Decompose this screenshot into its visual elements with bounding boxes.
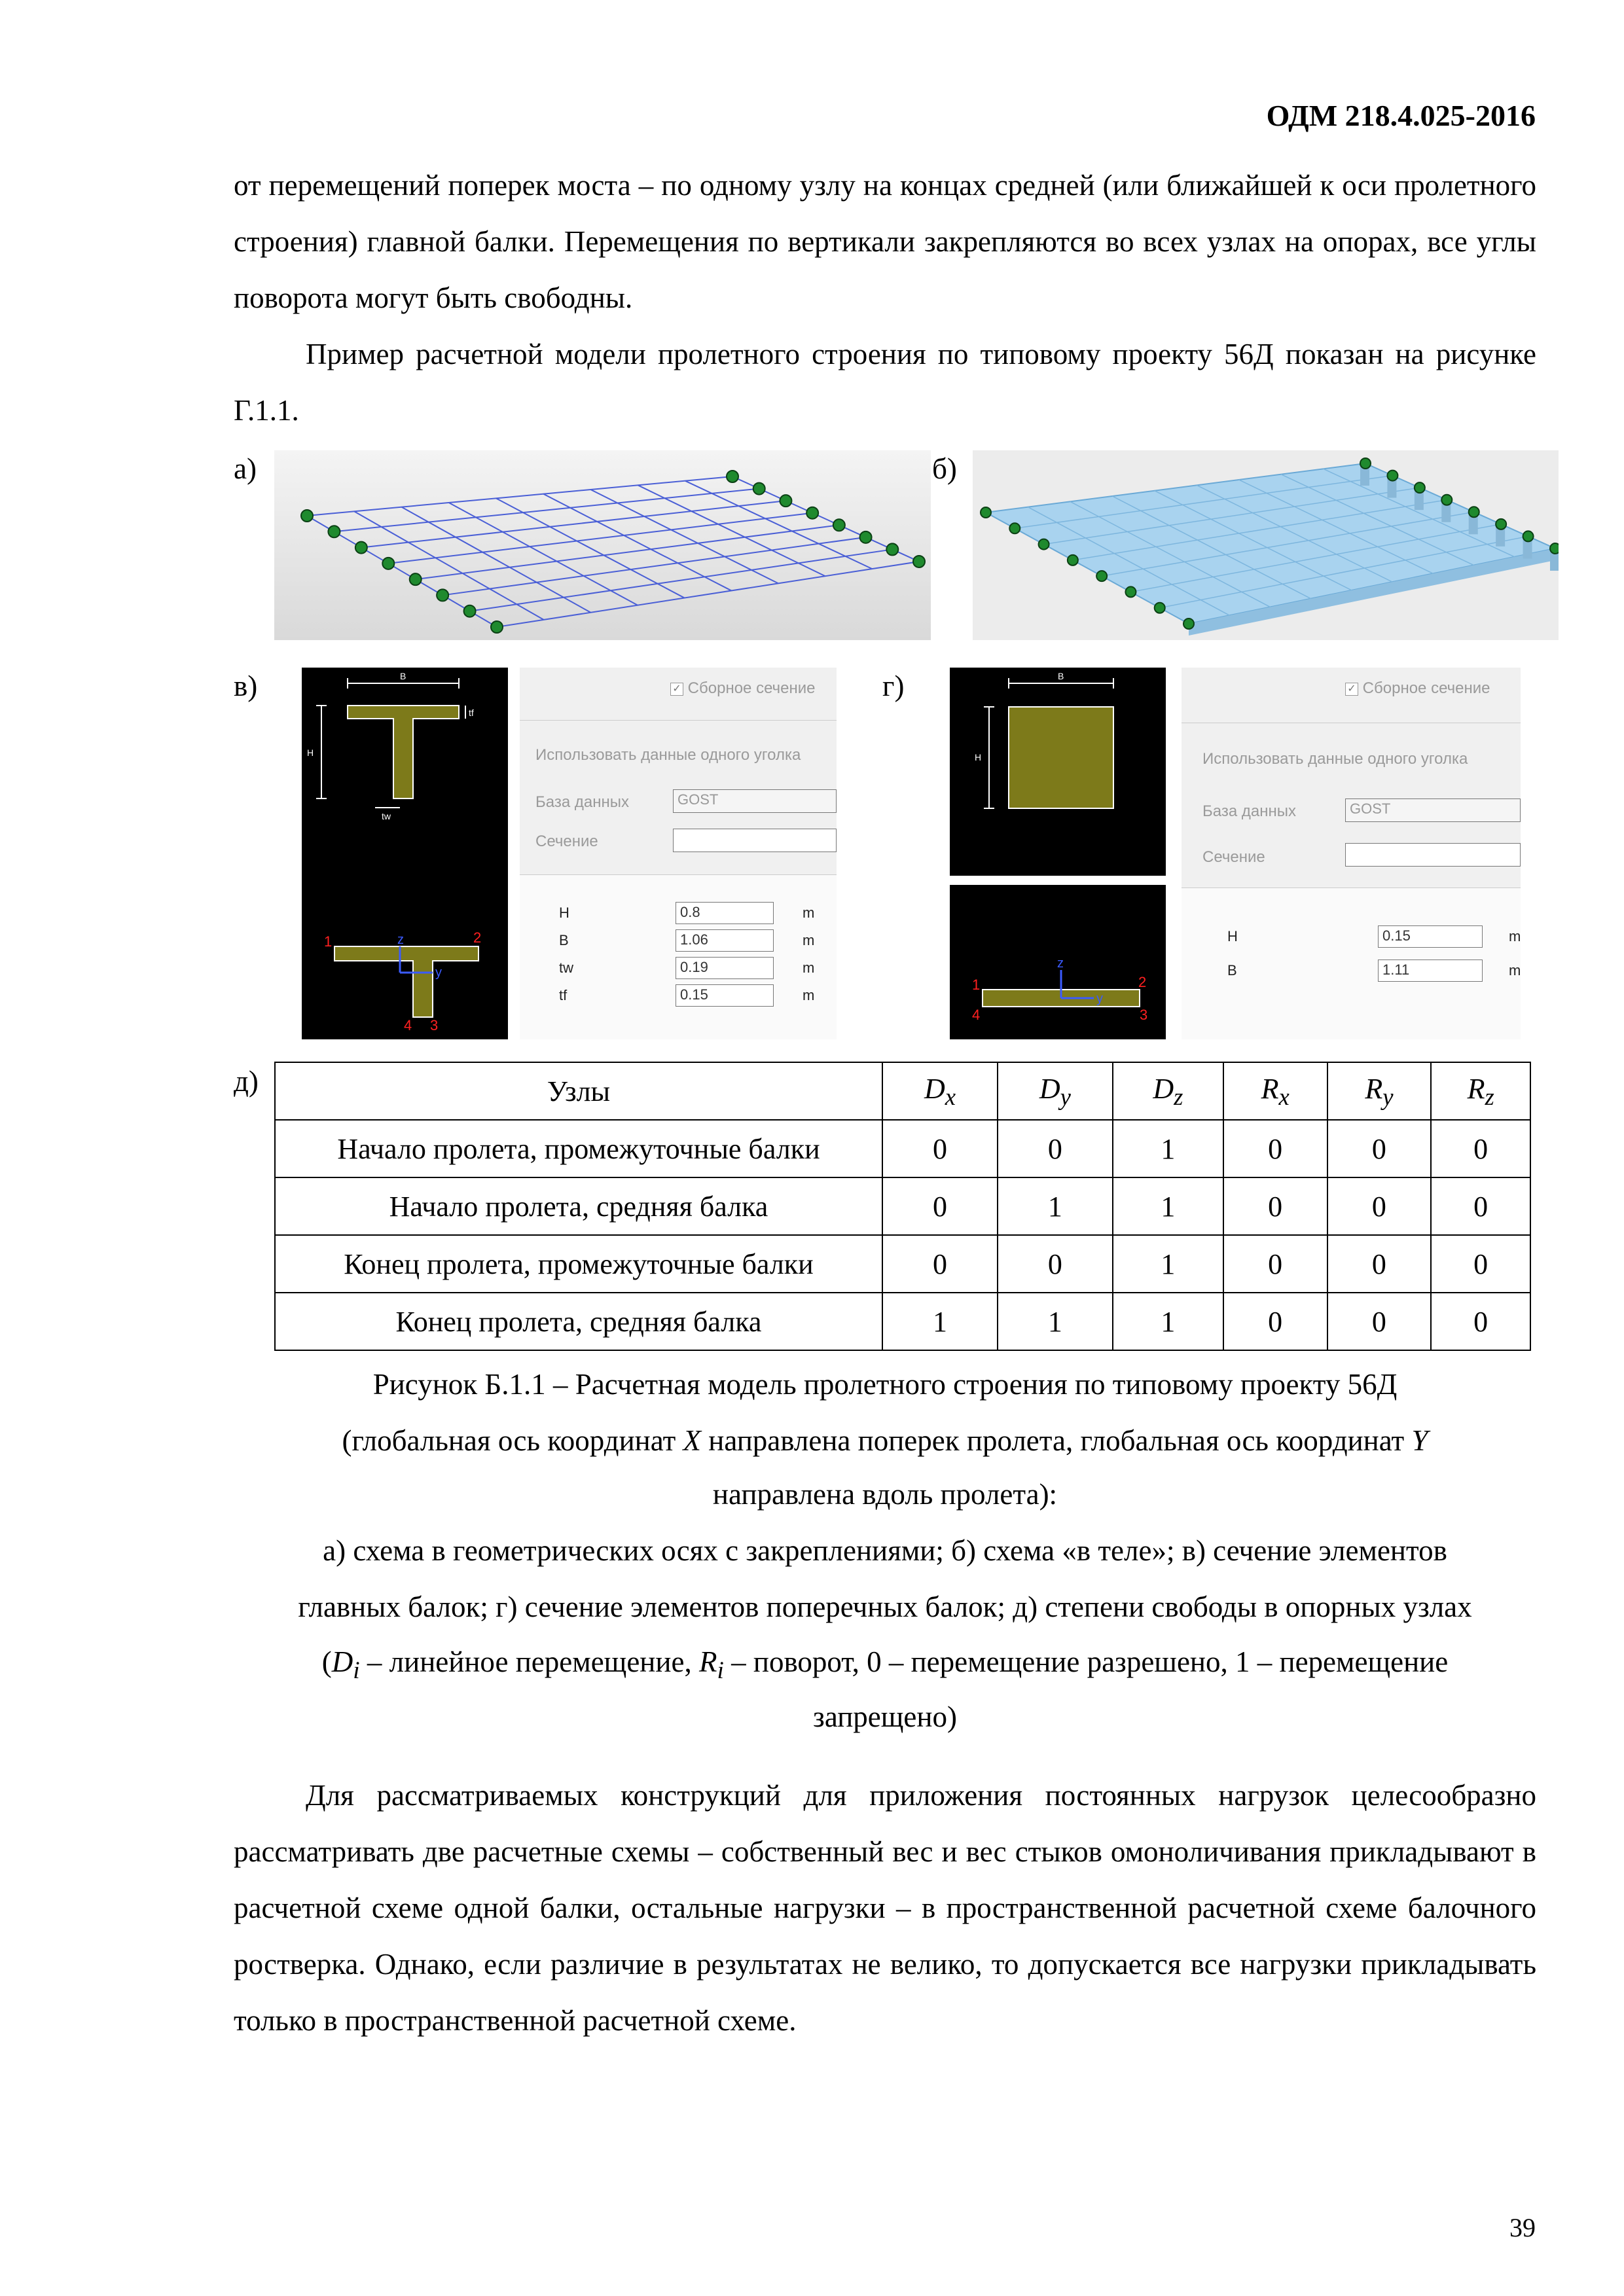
- param-unit: m: [1509, 962, 1521, 978]
- dof-cell: 1: [882, 1293, 998, 1350]
- param-value-field[interactable]: 0.19: [676, 957, 774, 979]
- param-unit: m: [1509, 928, 1521, 944]
- paragraph-3: Для рассматриваемых конструкций для приложения постоянных нагрузок целесообразно рассматривать две расчетные схемы – собственный вес и вес стыков омоноличивания прикладывают в расчетной схеме одной балки, остальные нагрузки – в пространственной расчетной схеме балочного ростверка. Однако, если различие в результатах не велико, то допускается все нагрузки прикладывать только в пространственной расчетной схеме.: [234, 1779, 1536, 2037]
- row-node-label: Начало пролета, средняя балка: [275, 1177, 882, 1235]
- dof-cell: 0: [1223, 1120, 1327, 1177]
- checkbox-label: Сборное сечение: [687, 679, 816, 697]
- param-value-field[interactable]: 0.8: [676, 902, 774, 924]
- support-node-icon: [1125, 586, 1136, 597]
- row-node-label: Начало пролета, промежуточные балки: [275, 1120, 882, 1177]
- dof-cell: 0: [1223, 1235, 1327, 1293]
- page-number: 39: [1509, 2213, 1536, 2242]
- support-node-icon: [1523, 531, 1534, 541]
- dof-cell: 0: [882, 1120, 998, 1177]
- figure-b-solid-model: [973, 450, 1559, 640]
- dof-cell: 0: [1431, 1120, 1530, 1177]
- param-name: H: [559, 905, 569, 921]
- row-node-label: Конец пролета, промежуточные балки: [275, 1235, 882, 1293]
- rect-point-4-label: 4: [972, 1007, 981, 1023]
- support-node-icon: [491, 621, 503, 633]
- table-row: [275, 1120, 1530, 1177]
- dof-cell: 0: [882, 1177, 998, 1235]
- rect-section-field[interactable]: [1345, 843, 1521, 867]
- rect-use-data-label: Использовать данные одного уголка: [1202, 750, 1468, 768]
- support-node-icon: [1096, 571, 1107, 581]
- dof-cell: 0: [1327, 1235, 1432, 1293]
- support-node-icon: [1441, 495, 1452, 505]
- dof-cell: 1: [1113, 1177, 1223, 1235]
- axis-z-label: z: [397, 933, 404, 947]
- document-code: ОДМ 218.4.025-2016: [1266, 99, 1536, 132]
- param-unit: m: [803, 905, 815, 921]
- support-node-icon: [328, 526, 340, 537]
- support-node-icon: [981, 507, 991, 518]
- table-header-row: [275, 1062, 1530, 1120]
- section-field[interactable]: [673, 829, 837, 852]
- rect-section-axis-view: [950, 885, 1166, 1039]
- dim-h-label: H: [307, 747, 314, 758]
- param-value-field[interactable]: 1.11: [1378, 960, 1483, 982]
- caption-line-2: (глобальная ось координат X направлена поперек пролета, глобальная ось координат Y: [342, 1424, 1428, 1457]
- caption-line-7: запрещено): [813, 1700, 957, 1733]
- support-node-icon: [727, 471, 738, 482]
- dof-cell: 1: [1113, 1293, 1223, 1350]
- param-name: tf: [559, 987, 568, 1003]
- param-unit: m: [803, 987, 815, 1003]
- dof-cell: 0: [998, 1120, 1113, 1177]
- grid-wireframe-svg: [274, 450, 931, 640]
- dof-cell: 0: [1327, 1293, 1432, 1350]
- header-dy: $D_y$: [998, 1062, 1113, 1120]
- support-node-icon: [1183, 619, 1194, 629]
- param-name: B: [559, 932, 569, 948]
- label-d: д): [234, 1065, 259, 1098]
- rect-checkbox-check-icon: ✓: [1345, 683, 1358, 696]
- rect-axis-y-label: y: [1096, 992, 1103, 1006]
- dof-cell: 1: [1113, 1120, 1223, 1177]
- support-node-icon: [1360, 458, 1371, 469]
- point-1-label: 1: [324, 933, 333, 950]
- use-data-label: Использовать данные одного уголка: [535, 746, 801, 764]
- axis-y-label: y: [435, 965, 442, 980]
- param-unit: m: [803, 960, 815, 976]
- dim-tw-label: tw: [382, 811, 391, 821]
- support-node-icon: [382, 558, 394, 569]
- caption-line-4: а) схема в геометрических осях с закреплениями; б) схема «в теле»; в) сечение элементов: [323, 1534, 1447, 1567]
- table-row: [275, 1235, 1530, 1293]
- support-node-icon: [1387, 471, 1398, 481]
- paragraph-1: от перемещений поперек моста – по одному узлу на концах средней (или ближайшей к оси пролетного строения) главной балки. Перемещения по вертикали закрепляются во всех узлах на опорах, все углы поворота могут быть свободны.: [234, 169, 1536, 314]
- param-value-field[interactable]: 0.15: [1378, 925, 1483, 948]
- rect-checkbox-label: Сборное сечение: [1362, 679, 1490, 697]
- dof-cell: 0: [1223, 1293, 1327, 1350]
- rect-dim-b-label: B: [1058, 671, 1064, 681]
- rect-database-field[interactable]: GOST: [1345, 798, 1521, 822]
- rect-point-3-label: 3: [1140, 1007, 1148, 1023]
- header-nodes: Узлы: [275, 1062, 882, 1120]
- param-value-field[interactable]: 0.15: [676, 984, 774, 1007]
- header-ry: $R_y$: [1327, 1062, 1432, 1120]
- rect-database-label: База данных: [1202, 802, 1296, 820]
- dof-cell: 0: [1223, 1177, 1327, 1235]
- support-node-icon: [1039, 539, 1049, 550]
- param-name: B: [1227, 962, 1237, 978]
- support-node-icon: [886, 543, 898, 555]
- dim-b-label: B: [400, 671, 406, 681]
- table-row: [275, 1177, 1530, 1235]
- rect-point-2-label: 2: [1138, 974, 1147, 990]
- support-node-icon: [301, 510, 313, 522]
- dim-tf-label: tf: [469, 708, 474, 718]
- rect-point-1-label: 1: [972, 977, 981, 993]
- label-v: в): [234, 670, 258, 702]
- header-dz: $D_z$: [1113, 1062, 1223, 1120]
- rect-section-dimension-view: [950, 668, 1166, 876]
- point-2-label: 2: [473, 929, 482, 946]
- t-section-dimension-view: [302, 668, 508, 876]
- assembled-section-checkbox[interactable]: [670, 679, 815, 698]
- dof-cell: 0: [998, 1235, 1113, 1293]
- database-label: База данных: [535, 793, 629, 811]
- paragraph-2: Пример расчетной модели пролетного строения по типовому проекту 56Д показан на рисунке Г.1.1.: [234, 338, 1536, 427]
- support-node-icon: [806, 507, 818, 519]
- rect-dim-h-label: H: [975, 752, 982, 762]
- support-node-icon: [780, 495, 791, 507]
- rect-section-label: Сечение: [1202, 848, 1265, 866]
- dof-cell: 0: [1431, 1235, 1530, 1293]
- dof-cell: 0: [1327, 1177, 1432, 1235]
- label-g: г): [882, 670, 905, 702]
- caption-line-5: главных балок; г) сечение элементов поперечных балок; д) степени свободы в опорных узлах: [298, 1590, 1472, 1623]
- table-row: [275, 1293, 1530, 1350]
- support-node-icon: [913, 556, 925, 567]
- param-value-field[interactable]: 1.06: [676, 929, 774, 952]
- degrees-of-freedom-table: [274, 1062, 1531, 1351]
- support-node-icon: [1550, 543, 1559, 554]
- dof-cell: 0: [1327, 1120, 1432, 1177]
- header-dx: $D_x$: [882, 1062, 998, 1120]
- caption-line-3: направлена вдоль пролета):: [712, 1478, 1058, 1511]
- figure-a-wireframe: [274, 450, 931, 640]
- solid-model-svg: [973, 450, 1559, 640]
- dof-cell: 1: [998, 1177, 1113, 1235]
- support-node-icon: [1469, 507, 1479, 517]
- caption-line-6: ($D_i$ – линейное перемещение, $R_i$ – поворот, 0 – перемещение разрешено, 1 – перемещение: [321, 1645, 1449, 1684]
- header-rz: $R_z$: [1431, 1062, 1530, 1120]
- rect-section-form: [1182, 668, 1521, 1039]
- label-a: а): [234, 452, 257, 485]
- t-section-axis-view: [302, 874, 508, 1039]
- param-name: H: [1227, 928, 1238, 944]
- support-node-icon: [753, 483, 765, 495]
- point-3-label: 3: [430, 1017, 439, 1033]
- support-node-icon: [1068, 555, 1078, 565]
- section-label: Сечение: [535, 833, 598, 850]
- header-rx: $R_x$: [1223, 1062, 1327, 1120]
- support-node-icon: [1496, 519, 1506, 529]
- support-node-icon: [355, 542, 367, 554]
- support-node-icon: [1415, 482, 1425, 493]
- rect-assembled-section-checkbox[interactable]: [1345, 679, 1490, 698]
- support-node-icon: [464, 605, 476, 617]
- support-node-icon: [437, 589, 448, 601]
- label-b: б): [932, 452, 957, 485]
- row-node-label: Конец пролета, средняя балка: [275, 1293, 882, 1350]
- t-section-form: [520, 668, 837, 1039]
- support-node-icon: [1155, 603, 1165, 613]
- support-node-icon: [860, 531, 872, 543]
- database-field[interactable]: GOST: [673, 789, 837, 813]
- support-node-icon: [410, 573, 422, 585]
- caption-line-1: Рисунок Б.1.1 – Расчетная модель пролетного строения по типовому проекту 56Д: [372, 1368, 1398, 1401]
- dof-cell: 0: [1431, 1177, 1530, 1235]
- support-node-icon: [833, 519, 845, 531]
- param-unit: m: [803, 932, 815, 948]
- param-name: tw: [559, 960, 573, 976]
- dof-cell: 0: [1431, 1293, 1530, 1350]
- rect-axis-z-label: z: [1057, 956, 1064, 971]
- dof-cell: 0: [882, 1235, 998, 1293]
- dof-cell: 1: [998, 1293, 1113, 1350]
- point-4-label: 4: [404, 1017, 412, 1033]
- dof-cell: 1: [1113, 1235, 1223, 1293]
- support-node-icon: [1009, 523, 1020, 533]
- checkbox-check-icon: ✓: [670, 683, 683, 696]
